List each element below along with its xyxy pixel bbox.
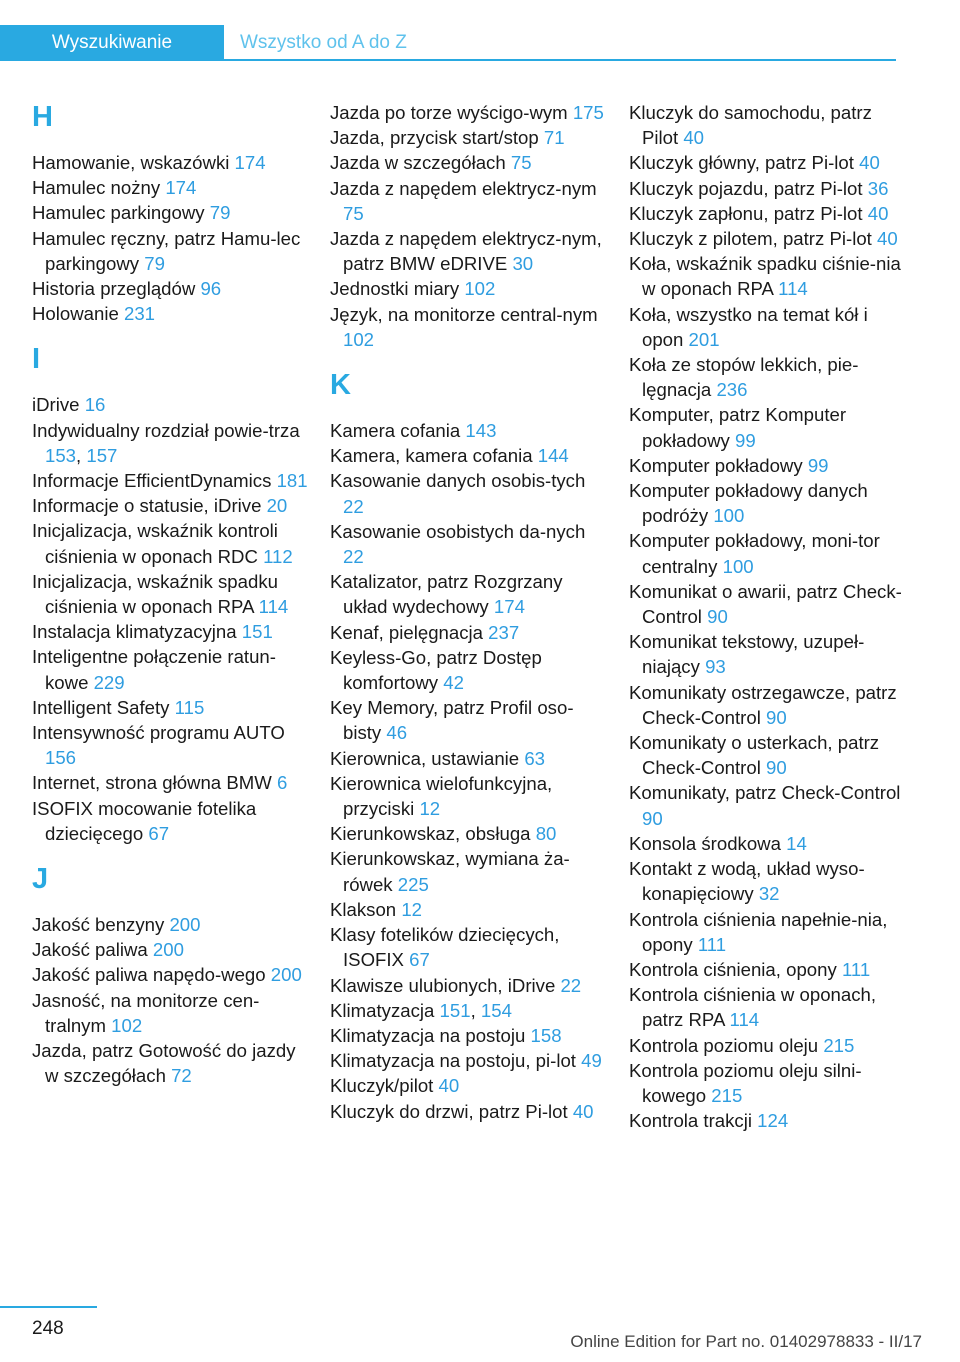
- page-link[interactable]: 151: [439, 999, 471, 1021]
- page-link[interactable]: 102: [111, 1014, 143, 1036]
- entry-text: Kasowanie danych osobis-tych: [330, 470, 586, 492]
- entry-text: Kluczyk zapłonu, patrz Pi-lot: [629, 202, 863, 224]
- entry-text: Jazda, przycisk start/stop: [330, 127, 539, 149]
- page-link[interactable]: 99: [735, 429, 756, 451]
- page-link[interactable]: 30: [512, 253, 534, 275]
- index-entry: [330, 418, 610, 443]
- entry-text: Kontrola poziomu oleju: [629, 1034, 819, 1056]
- page-link[interactable]: 67: [148, 822, 170, 844]
- index-entry: [32, 418, 312, 468]
- page-link[interactable]: 174: [234, 152, 266, 173]
- page-link[interactable]: 112: [263, 545, 293, 567]
- index-entry: [330, 1023, 610, 1048]
- index-entry: [330, 695, 610, 745]
- index-entry: [330, 771, 610, 821]
- page-link[interactable]: 156: [45, 747, 77, 769]
- index-entry: [629, 579, 909, 629]
- entry-text: Informacje EfficientDynamics: [32, 470, 272, 492]
- entry-text: Komputer pokładowy, moni-tor centralny: [629, 530, 880, 577]
- entry-text: Jakość paliwa napędo-wego: [32, 964, 266, 986]
- index-entry: [330, 1073, 610, 1098]
- entry-text: Komunikaty o usterkach, patrz Check-Control: [629, 732, 880, 779]
- index-entry: [629, 982, 909, 1032]
- entry-text: Kontrola ciśnienia w oponach, patrz RPA: [629, 984, 877, 1031]
- page-link[interactable]: 22: [343, 546, 364, 568]
- index-entry: [330, 973, 610, 998]
- index-entry: [330, 443, 610, 468]
- index-entry: [330, 519, 610, 569]
- entry-text: Koła, wskaźnik spadku ciśnie-nia w oponach RPA: [629, 253, 901, 300]
- entry-text: Klawisze ulubionych, iDrive: [330, 974, 556, 996]
- entry-text: Jazda po torze wyścigo-wym: [330, 102, 568, 123]
- entry-text: Instalacja klimatyzacyjna: [32, 621, 237, 643]
- index-entry: [330, 821, 610, 846]
- index-entry: [629, 478, 909, 528]
- index-column-3: [629, 100, 909, 1133]
- entry-text: Hamulec nożny: [32, 177, 161, 199]
- page-link[interactable]: 49: [581, 1050, 602, 1072]
- page-link[interactable]: 154: [480, 999, 512, 1021]
- entry-text: Kierownica wielofunkcyjna, przyciski: [330, 772, 553, 820]
- entry-text: Konsola środkowa: [629, 832, 781, 854]
- index-entry: [32, 988, 312, 1038]
- index-entry: [32, 301, 312, 326]
- entry-text: Komputer pokładowy: [629, 454, 803, 476]
- page-link[interactable]: 215: [711, 1084, 743, 1106]
- index-entry: [330, 922, 610, 972]
- page-link[interactable]: 102: [343, 328, 375, 350]
- index-entry: [32, 276, 312, 301]
- page-link[interactable]: 20: [266, 495, 288, 517]
- index-entry: [629, 251, 909, 301]
- page-link[interactable]: 22: [343, 495, 364, 517]
- page-link[interactable]: 75: [510, 152, 532, 174]
- index-entry: [32, 937, 312, 962]
- page-link[interactable]: 114: [258, 596, 289, 618]
- index-entry: [629, 629, 909, 679]
- page-link[interactable]: 90: [766, 757, 787, 779]
- page-link[interactable]: 12: [401, 898, 423, 920]
- index-column-2: [330, 100, 610, 1124]
- entry-text: Koła, wszystko na temat kół i opon: [629, 303, 868, 350]
- index-entry: [330, 846, 610, 896]
- page-link[interactable]: 174: [165, 177, 197, 199]
- index-entry: [32, 175, 312, 200]
- index-entry: [629, 856, 909, 906]
- page-link[interactable]: 157: [86, 444, 118, 466]
- entry-text: Kenaf, pielęgnacja: [330, 621, 483, 643]
- page-link[interactable]: 153: [45, 444, 77, 466]
- page-link[interactable]: 79: [144, 252, 165, 274]
- index-entry: [32, 720, 312, 770]
- page-link[interactable]: 40: [859, 152, 880, 174]
- page-link[interactable]: 63: [524, 747, 545, 769]
- page-link[interactable]: 111: [841, 958, 871, 980]
- page-link[interactable]: 114: [778, 278, 808, 300]
- entry-text: iDrive: [32, 394, 80, 416]
- page-link[interactable]: 40: [572, 1100, 594, 1122]
- entry-text: Komunikat o awarii, patrz Check-Control: [629, 580, 902, 628]
- entry-text: Kontakt z wodą, układ wyso-konapięciowy: [629, 858, 865, 905]
- index-entry: [330, 468, 610, 518]
- entry-text: Hamowanie, wskazówki: [32, 152, 230, 173]
- page-link[interactable]: 96: [200, 278, 222, 300]
- page-link[interactable]: 181: [276, 470, 308, 492]
- page-link[interactable]: 40: [877, 228, 898, 250]
- index-entry: [330, 150, 610, 175]
- entry-text: Kierownica, ustawianie: [330, 747, 520, 769]
- index-entry: [330, 176, 610, 226]
- index-entry: [629, 907, 909, 957]
- entry-text: Katalizator, patrz Rozgrzany układ wydechowy: [330, 571, 563, 618]
- index-entry: [330, 125, 610, 150]
- page-link[interactable]: 6: [276, 772, 288, 794]
- entry-text: Kluczyk główny, patrz Pi-lot: [629, 152, 854, 174]
- index-entry: [32, 392, 312, 417]
- page-link[interactable]: 215: [823, 1034, 855, 1056]
- index-entry: [32, 226, 312, 276]
- header-divider: [224, 59, 896, 61]
- page-link[interactable]: 32: [758, 883, 780, 905]
- page-link[interactable]: 90: [766, 706, 787, 728]
- index-entry: [32, 493, 312, 518]
- index-entry: [629, 100, 909, 150]
- index-entry: [629, 150, 909, 175]
- page-link[interactable]: 75: [343, 202, 364, 224]
- entry-text: Komunikaty, patrz Check-Control: [629, 782, 901, 804]
- index-entry: [629, 680, 909, 730]
- index-entry: [629, 957, 909, 982]
- entry-text: Intensywność programu AUTO: [32, 722, 285, 744]
- entry-text: Jazda z napędem elektrycz-nym, patrz BMW eDRIVE: [330, 228, 602, 275]
- index-entry: [330, 746, 610, 771]
- entry-text: Keyless-Go, patrz Dostęp komfortowy: [330, 646, 542, 694]
- page-link[interactable]: 99: [807, 454, 829, 476]
- index-entry: [330, 645, 610, 695]
- section-letter: H: [32, 101, 53, 133]
- index-entry: [32, 962, 312, 987]
- entry-text: Klasy fotelików dziecięcych, ISOFIX: [330, 924, 560, 971]
- page-link[interactable]: 93: [705, 656, 726, 678]
- section-letter: I: [32, 343, 41, 376]
- page-link[interactable]: 231: [124, 303, 156, 325]
- page-link[interactable]: 115: [174, 696, 205, 718]
- page-link[interactable]: 200: [169, 914, 201, 936]
- page-link[interactable]: 72: [171, 1065, 192, 1087]
- page-link[interactable]: 12: [419, 798, 441, 820]
- page-link[interactable]: 42: [443, 672, 464, 694]
- page-separator: ,: [76, 444, 82, 466]
- entry-text: Kierunkowskaz, wymiana ża-rówek: [330, 848, 570, 895]
- index-entry: [629, 302, 909, 352]
- page-link[interactable]: 71: [543, 127, 565, 149]
- entry-text: Kontrola trakcji: [629, 1110, 752, 1132]
- page-link[interactable]: 174: [493, 596, 525, 618]
- page-separator: ,: [470, 999, 476, 1021]
- entry-text: Klimatyzacja na postoju, pi-lot: [330, 1050, 576, 1072]
- index-entry: [330, 998, 610, 1023]
- page-link[interactable]: 229: [93, 671, 125, 693]
- page-link[interactable]: 67: [409, 949, 430, 971]
- index-entry: [32, 644, 312, 694]
- page-link[interactable]: 14: [786, 832, 807, 854]
- entry-text: Jasność, na monitorze cen-tralnym: [32, 989, 260, 1036]
- index-column-1: [32, 100, 312, 1089]
- entry-text: Kasowanie osobistych da-nych: [330, 520, 586, 542]
- section-letter: K: [330, 369, 351, 402]
- page-link[interactable]: 80: [535, 823, 557, 845]
- index-entry: [32, 912, 312, 937]
- footer-divider: [0, 1306, 97, 1308]
- entry-text: Kontrola poziomu oleju silni-kowego: [629, 1059, 862, 1106]
- index-entry: [330, 569, 610, 619]
- entry-text: Klimatyzacja na postoju: [330, 1024, 526, 1046]
- page-link[interactable]: 225: [397, 873, 429, 895]
- page-link[interactable]: 16: [84, 394, 106, 416]
- index-entry: [32, 150, 312, 175]
- entry-text: Kamera, kamera cofania: [330, 445, 533, 467]
- index-entry: [32, 796, 312, 846]
- page-link[interactable]: 40: [683, 127, 705, 149]
- entry-text: Jazda, patrz Gotowość do jazdy w szczegółach: [32, 1040, 296, 1087]
- page-link[interactable]: 40: [867, 202, 889, 224]
- page-link[interactable]: 114: [729, 1009, 760, 1031]
- index-entry: [32, 619, 312, 644]
- tab-search[interactable]: Wyszukiwanie: [0, 25, 224, 61]
- index-entry: [629, 1033, 909, 1058]
- index-entry: [629, 1108, 909, 1133]
- page-link[interactable]: 111: [697, 933, 727, 955]
- entry-text: Inicjalizacja, wskaźnik spadku ciśnienia w oponach RPA: [32, 570, 278, 618]
- index-entry: [32, 468, 312, 493]
- entry-text: Kamera cofania: [330, 420, 461, 442]
- page-link[interactable]: 102: [464, 278, 496, 300]
- entry-text: Kluczyk do samochodu, patrz Pilot: [629, 102, 872, 149]
- entry-text: Holowanie: [32, 303, 119, 325]
- entry-text: Indywidualny rozdział powie-trza: [32, 419, 300, 441]
- edition-note: Online Edition for Part no. 01402978833 - II/17: [570, 1332, 922, 1351]
- page-link[interactable]: 200: [152, 939, 184, 961]
- index-entry: [629, 226, 909, 251]
- entry-text: Kontrola ciśnienia napełnie-nia, opony: [629, 908, 888, 955]
- section-letter: J: [32, 863, 49, 896]
- page-link[interactable]: 100: [722, 555, 754, 577]
- entry-text: Kontrola ciśnienia, opony: [629, 958, 837, 980]
- entry-text: Inicjalizacja, wskaźnik kontroli ciśnienia w oponach RDC: [32, 520, 278, 567]
- index-entry: [330, 620, 610, 645]
- page-link[interactable]: 46: [386, 722, 408, 744]
- entry-text: Jazda w szczegółach: [330, 152, 506, 174]
- index-entry: [330, 1099, 610, 1124]
- index-entry: [32, 1038, 312, 1088]
- entry-text: Hamulec ręczny, patrz Hamu-lec parkingowy: [32, 227, 301, 274]
- entry-text: Inteligentne połączenie ratun-kowe: [32, 646, 276, 693]
- tab-a-to-z[interactable]: Wszystko od A do Z: [240, 32, 407, 53]
- index-entry: [629, 1058, 909, 1108]
- index-entry: [629, 402, 909, 452]
- page-link[interactable]: 143: [465, 420, 497, 442]
- entry-text: Komputer, patrz Komputer pokładowy: [629, 404, 847, 451]
- entry-text: Kluczyk pojazdu, patrz Pi-lot: [629, 177, 863, 199]
- page-link[interactable]: 237: [488, 621, 520, 643]
- page-link[interactable]: 36: [867, 177, 889, 199]
- page-link[interactable]: 144: [537, 445, 569, 467]
- index-entry: [330, 100, 610, 125]
- entry-text: ISOFIX mocowanie fotelika dziecięcego: [32, 797, 257, 844]
- index-entry: [330, 226, 610, 276]
- index-entry: [32, 518, 312, 568]
- index-entry: [330, 302, 610, 352]
- page-link[interactable]: 175: [572, 102, 604, 123]
- page-link[interactable]: 151: [241, 621, 273, 643]
- entry-text: Hamulec parkingowy: [32, 202, 205, 224]
- entry-text: Historia przeglądów: [32, 278, 196, 300]
- entry-text: Kluczyk/pilot: [330, 1075, 434, 1097]
- entry-text: Komunikaty ostrzegawcze, patrz Check-Control: [629, 681, 897, 728]
- index-entry: [629, 831, 909, 856]
- index-entry: [629, 201, 909, 226]
- entry-text: Informacje o statusie, iDrive: [32, 495, 262, 517]
- page-link[interactable]: 90: [707, 606, 728, 628]
- index-entry: [629, 528, 909, 578]
- index-entry: [32, 569, 312, 619]
- page-link[interactable]: 100: [713, 505, 745, 527]
- entry-text: Klimatyzacja: [330, 999, 435, 1021]
- page-link[interactable]: 201: [688, 328, 720, 350]
- page-number: 248: [32, 1318, 64, 1339]
- index-entry: [32, 770, 312, 795]
- index-entry: [629, 453, 909, 478]
- index-entry: [330, 1048, 610, 1073]
- index-entry: [629, 176, 909, 201]
- index-entry: [629, 730, 909, 780]
- entry-text: Kluczyk do drzwi, patrz Pi-lot: [330, 1100, 568, 1122]
- index-entry: [629, 352, 909, 402]
- entry-text: Intelligent Safety: [32, 696, 170, 718]
- page-link[interactable]: 90: [642, 807, 663, 829]
- entry-text: Jakość benzyny: [32, 914, 165, 936]
- header-tabs: [0, 25, 960, 61]
- page-link[interactable]: 158: [530, 1024, 562, 1046]
- entry-text: Jakość paliwa: [32, 939, 148, 961]
- entry-text: Koła ze stopów lekkich, pie-lęgnacja: [629, 354, 859, 401]
- page-link[interactable]: 124: [757, 1110, 789, 1132]
- page-link[interactable]: 236: [716, 379, 748, 401]
- entry-text: Kierunkowskaz, obsługa: [330, 823, 531, 845]
- page-link[interactable]: 79: [209, 202, 231, 224]
- index-entry: [330, 897, 610, 922]
- index-entry: [32, 695, 312, 720]
- page-link[interactable]: 40: [438, 1075, 460, 1097]
- entry-text: Internet, strona główna BMW: [32, 772, 272, 794]
- entry-text: Komunikat tekstowy, uzupeł-niający: [629, 631, 865, 678]
- entry-text: Jednostki miary: [330, 278, 460, 300]
- entry-text: Key Memory, patrz Profil oso-bisty: [330, 697, 574, 744]
- entry-text: Komputer pokładowy danych podróży: [629, 480, 868, 527]
- page-link[interactable]: 200: [270, 964, 302, 986]
- index-entry: [629, 780, 909, 830]
- index-entry: [32, 200, 312, 225]
- entry-text: Język, na monitorze central-nym: [330, 303, 598, 325]
- entry-text: Kluczyk z pilotem, patrz Pi-lot: [629, 228, 872, 250]
- entry-text: Jazda z napędem elektrycz-nym: [330, 177, 597, 199]
- index-entry: [330, 276, 610, 301]
- entry-text: Klakson: [330, 898, 397, 920]
- page-link[interactable]: 22: [560, 974, 582, 996]
